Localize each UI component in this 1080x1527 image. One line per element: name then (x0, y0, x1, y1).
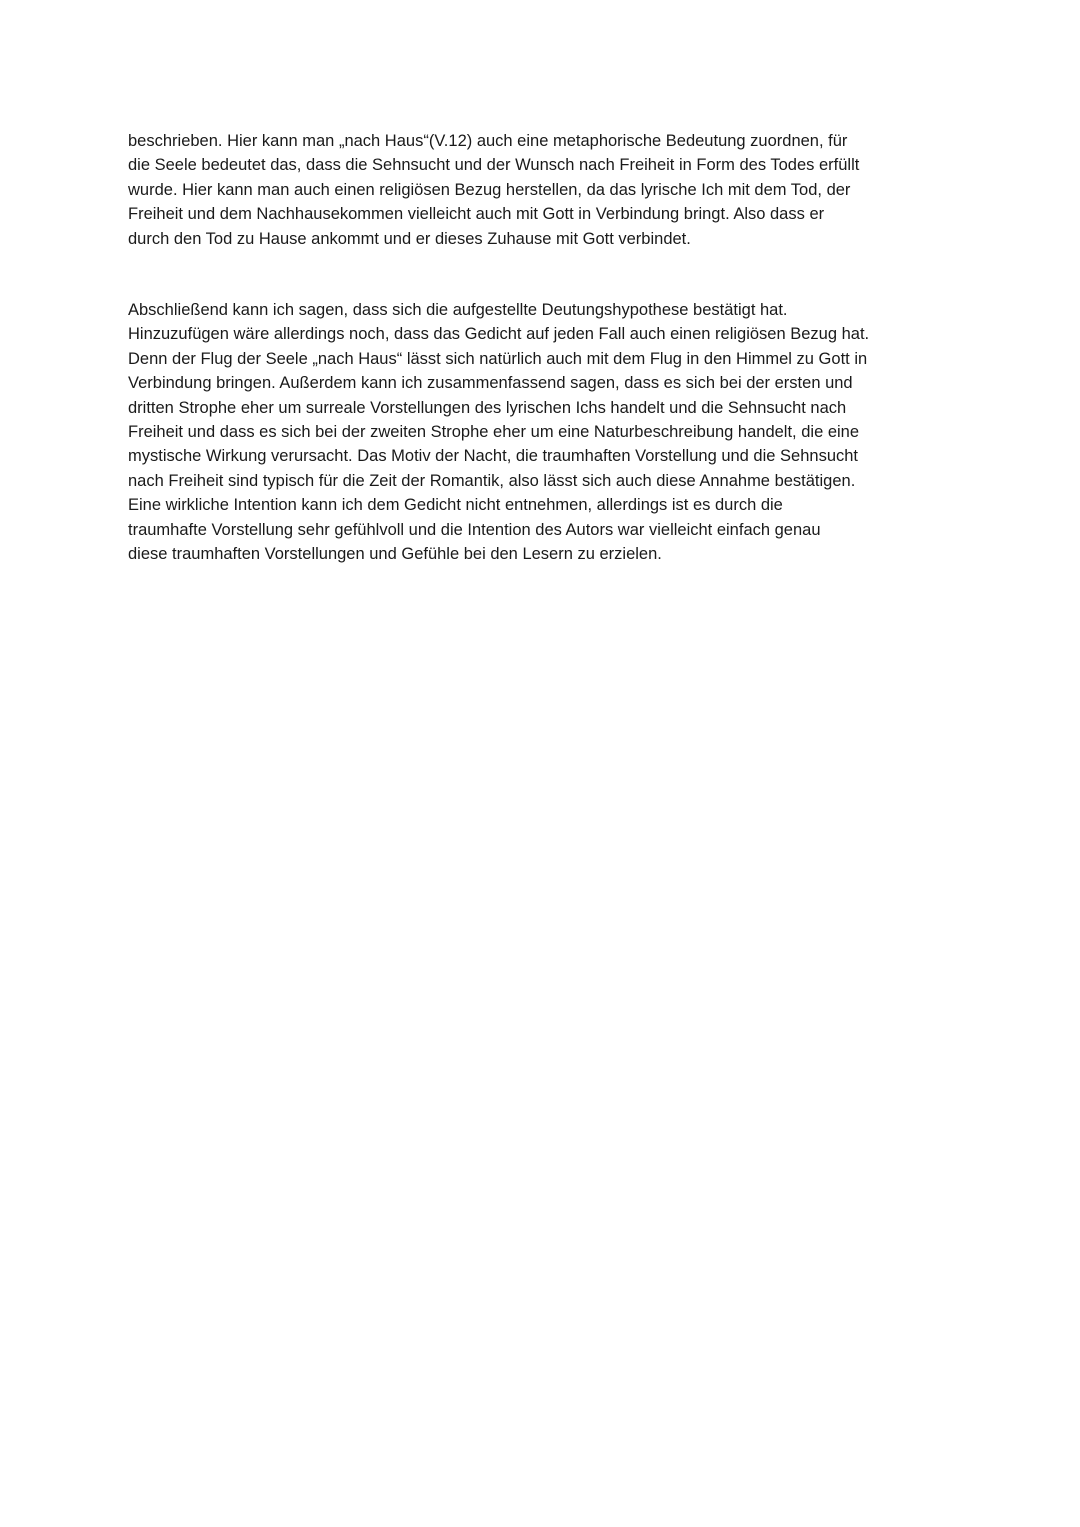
text-line: wurde. Hier kann man auch einen religiösen Bezug herstellen, da das lyrische Ich mit dem Tod, der (128, 180, 851, 199)
text-line: Verbindung bringen. Außerdem kann ich zusammenfassend sagen, dass es sich bei der ersten und (128, 374, 853, 393)
text-line: Eine wirkliche Intention kann ich dem Gedicht nicht entnehmen, allerdings ist es durch die (128, 496, 783, 515)
text-line: dritten Strophe eher um surreale Vorstellungen des lyrischen Ichs handelt und die Sehnsucht nach (128, 398, 847, 417)
text-line: Abschließend kann ich sagen, dass sich die aufgestellte Deutungshypothese bestätigt hat. (128, 301, 788, 319)
text-line: mystische Wirkung verursacht. Das Motiv der Nacht, die traumhaften Vorstellung und die Sehnsucht (128, 447, 859, 466)
text-line: durch den Tod zu Hause ankommt und er dieses Zuhause mit Gott verbindet. (128, 229, 691, 248)
text-line: Freiheit und dass es sich bei der zweiten Strophe eher um eine Naturbeschreibung handelt, die eine (128, 423, 860, 442)
text-line: Freiheit und dem Nachhausekommen vielleicht auch mit Gott in Verbindung bringt. Also dass er (128, 205, 825, 224)
paragraph-continuation (128, 129, 958, 251)
text-line: nach Freiheit sind typisch für die Zeit der Romantik, also lässt sich auch diese Annahme bestätigen. (128, 471, 856, 490)
text-line: traumhafte Vorstellung sehr gefühlvoll und die Intention des Autors war vielleicht einfach genau (128, 520, 821, 539)
text-line: diese traumhaften Vorstellungen und Gefühle bei den Lesern zu erzielen. (128, 545, 662, 564)
paragraph-conclusion (128, 298, 958, 566)
text-line: Denn der Flug der Seele „nach Haus“ lässt sich natürlich auch mit dem Flug in den Himmel zu Gott in (128, 349, 868, 368)
text-line: Hinzuzufügen wäre allerdings noch, dass das Gedicht auf jeden Fall auch einen religiösen Bezug hat. (128, 325, 870, 344)
text-line: die Seele bedeutet das, dass die Sehnsucht und der Wunsch nach Freiheit in Form des Todes erfüllt (128, 156, 860, 175)
text-line: beschrieben. Hier kann man „nach Haus“(V.12) auch eine metaphorische Bedeutung zuordnen, für (128, 132, 848, 150)
